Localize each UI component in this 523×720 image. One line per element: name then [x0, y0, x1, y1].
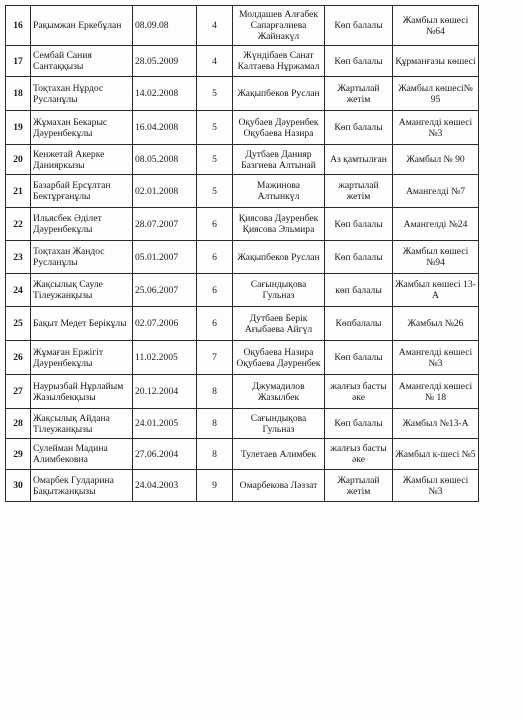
row-number-cell: 16 — [6, 6, 31, 46]
child-age-cell: 8 — [197, 409, 233, 439]
birth-date-cell: 11.02.2005 — [133, 341, 197, 375]
family-status-cell: Көп балалы — [325, 341, 393, 375]
home-address-cell: Жамбыл көшесі №3 — [393, 470, 479, 502]
child-name-cell: Кенжетай Акерке Данияркызы — [31, 145, 133, 175]
child-name-cell: Сембай Сания Сантаққызы — [31, 46, 133, 77]
table-row — [6, 409, 479, 439]
row-number-cell: 24 — [6, 274, 31, 307]
child-name-cell: Рақымжан Еркебұлан — [31, 6, 133, 46]
family-status-cell: Аз қамтылған — [325, 145, 393, 175]
row-number-cell: 17 — [6, 46, 31, 77]
home-address-cell: Жамбыл №26 — [393, 307, 479, 341]
table-row — [6, 77, 479, 111]
child-age-cell: 5 — [197, 145, 233, 175]
birth-date-cell: 02.01.2008 — [133, 175, 197, 208]
parent-names-cell: Оқубаева Назира Оқубаева Дәуренбек — [233, 341, 325, 375]
child-name-cell: Наурызбай Нұрлайым Жазылбекқызы — [31, 375, 133, 409]
table-row — [6, 307, 479, 341]
child-name-cell: Омарбек Гулдарина Бақытжанқызы — [31, 470, 133, 502]
child-age-cell: 9 — [197, 470, 233, 502]
family-status-cell: Көпбалалы — [325, 307, 393, 341]
birth-date-cell: 08.09.08 — [133, 6, 197, 46]
family-status-cell: жартылай жетім — [325, 175, 393, 208]
table-row — [6, 6, 479, 46]
parent-names-cell: Оқубаев Дәуренбек Оқубаева Назира — [233, 111, 325, 145]
child-name-cell: Сулейман Мадина Алимбековна — [31, 439, 133, 470]
birth-date-cell: 05.01.2007 — [133, 241, 197, 274]
home-address-cell: Жамбыл көшесі №64 — [393, 6, 479, 46]
child-name-cell: Жұмахан Бекарыс Дәуренбекұлы — [31, 111, 133, 145]
child-name-cell: Жақсылық Сауле Тілеужанқызы — [31, 274, 133, 307]
parent-names-cell: Мажинова Алтынкүл — [233, 175, 325, 208]
family-status-cell: Көп балалы — [325, 46, 393, 77]
home-address-cell: Жамбыл көшесі №94 — [393, 241, 479, 274]
birth-date-cell: 20.12.2004 — [133, 375, 197, 409]
row-number-cell: 20 — [6, 145, 31, 175]
child-name-cell: Жұмаған Ержігіт Дәуренбекұлы — [31, 341, 133, 375]
family-status-cell: Көп балалы — [325, 409, 393, 439]
child-age-cell: 6 — [197, 274, 233, 307]
child-age-cell: 6 — [197, 208, 233, 241]
row-number-cell: 29 — [6, 439, 31, 470]
home-address-cell: Жамбыл №13-А — [393, 409, 479, 439]
home-address-cell: Жамбыл к-шесі №5 — [393, 439, 479, 470]
home-address-cell: Жамбыл көшесі№ 95 — [393, 77, 479, 111]
table-row — [6, 375, 479, 409]
table-row — [6, 439, 479, 470]
child-age-cell: 8 — [197, 439, 233, 470]
row-number-cell: 18 — [6, 77, 31, 111]
child-age-cell: 6 — [197, 241, 233, 274]
family-status-cell: Көп балалы — [325, 111, 393, 145]
home-address-cell: Амангелді көшесі №3 — [393, 341, 479, 375]
child-age-cell: 7 — [197, 341, 233, 375]
family-status-cell: Жартылай жетім — [325, 470, 393, 502]
row-number-cell: 30 — [6, 470, 31, 502]
birth-date-cell: 08.05.2008 — [133, 145, 197, 175]
child-age-cell: 5 — [197, 77, 233, 111]
birth-date-cell: 24.01.2005 — [133, 409, 197, 439]
row-number-cell: 22 — [6, 208, 31, 241]
birth-date-cell: 28.07.2007 — [133, 208, 197, 241]
parent-names-cell: Жақыпбеков Руслан — [233, 241, 325, 274]
table-row — [6, 111, 479, 145]
parent-names-cell: Сағындықова Гульназ — [233, 409, 325, 439]
row-number-cell: 27 — [6, 375, 31, 409]
birth-date-cell: 28.05.2009 — [133, 46, 197, 77]
table-row — [6, 145, 479, 175]
birth-date-cell: 24.04.2003 — [133, 470, 197, 502]
children-roster-table — [5, 5, 479, 502]
family-status-cell: Көп балалы — [325, 241, 393, 274]
home-address-cell: Амангелді №24 — [393, 208, 479, 241]
child-age-cell: 6 — [197, 307, 233, 341]
parent-names-cell: Қиясова Дәуренбек Қиясова Эльмира — [233, 208, 325, 241]
home-address-cell: Амангелді көшесі № 18 — [393, 375, 479, 409]
parent-names-cell: Джумадилов Жазылбек — [233, 375, 325, 409]
parent-names-cell: Сағындықова Гульназ — [233, 274, 325, 307]
row-number-cell: 25 — [6, 307, 31, 341]
parent-names-cell: Омарбекова Ләззат — [233, 470, 325, 502]
child-name-cell: Тоқтахан Нұрдос Русланұлы — [31, 77, 133, 111]
birth-date-cell: 14.02.2008 — [133, 77, 197, 111]
table-row — [6, 341, 479, 375]
family-status-cell: Жартылай жетім — [325, 77, 393, 111]
child-age-cell: 4 — [197, 46, 233, 77]
child-name-cell: Жақсылық Айдана Тілеужанқызы — [31, 409, 133, 439]
home-address-cell: Амангелді №7 — [393, 175, 479, 208]
birth-date-cell: 27.06.2004 — [133, 439, 197, 470]
parent-names-cell: Жақыпбеков Руслан — [233, 77, 325, 111]
table-row — [6, 470, 479, 502]
home-address-cell: Құрманғазы көшесі — [393, 46, 479, 77]
parent-names-cell: Дутбаев Данияр Базгиева Алтынай — [233, 145, 325, 175]
child-name-cell: Ильясбек Әділет Дәуренбекұлы — [31, 208, 133, 241]
parent-names-cell: Дутбаев Берік Ағыбаева Айгүл — [233, 307, 325, 341]
row-number-cell: 23 — [6, 241, 31, 274]
home-address-cell: Жамбыл көшесі 13-А — [393, 274, 479, 307]
family-status-cell: Көп балалы — [325, 6, 393, 46]
birth-date-cell: 16.04.2008 — [133, 111, 197, 145]
table-row — [6, 175, 479, 208]
child-age-cell: 8 — [197, 375, 233, 409]
family-status-cell: көп балалы — [325, 274, 393, 307]
roster-body — [6, 6, 479, 502]
family-status-cell: Көп балалы — [325, 208, 393, 241]
child-name-cell: Бақыт Медет Берікұлы — [31, 307, 133, 341]
row-number-cell: 19 — [6, 111, 31, 145]
table-row — [6, 208, 479, 241]
parent-names-cell: Молдашев Алғабек Сапарғалиева Жайнакүл — [233, 6, 325, 46]
home-address-cell: Жамбыл № 90 — [393, 145, 479, 175]
birth-date-cell: 25.06.2007 — [133, 274, 197, 307]
table-row — [6, 46, 479, 77]
row-number-cell: 21 — [6, 175, 31, 208]
table-row — [6, 241, 479, 274]
child-age-cell: 4 — [197, 6, 233, 46]
parent-names-cell: Тулетаев Алимбек — [233, 439, 325, 470]
birth-date-cell: 02.07.2006 — [133, 307, 197, 341]
row-number-cell: 26 — [6, 341, 31, 375]
child-age-cell: 5 — [197, 175, 233, 208]
home-address-cell: Амангелді көшесі №3 — [393, 111, 479, 145]
child-age-cell: 5 — [197, 111, 233, 145]
family-status-cell: жалғыз басты әке — [325, 375, 393, 409]
row-number-cell: 28 — [6, 409, 31, 439]
parent-names-cell: Жүндібаев Санат Калтаева Нұржамал — [233, 46, 325, 77]
family-status-cell: жалғыз басты әке — [325, 439, 393, 470]
table-row — [6, 274, 479, 307]
child-name-cell: Базарбай Ерсұлтан Бектұрғанұлы — [31, 175, 133, 208]
child-name-cell: Тоқтахан Жандос Русланұлы — [31, 241, 133, 274]
